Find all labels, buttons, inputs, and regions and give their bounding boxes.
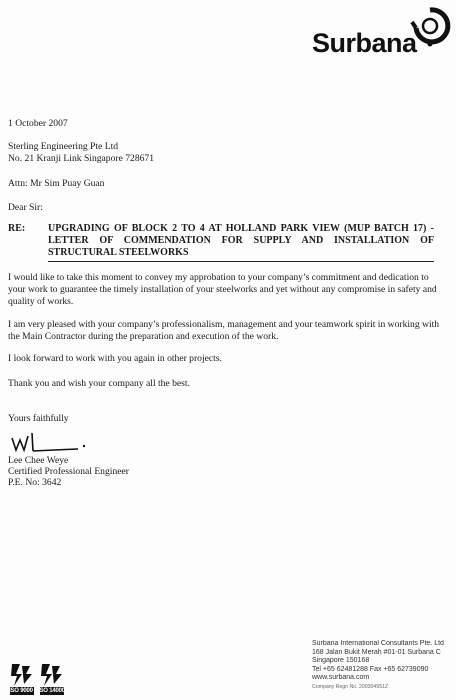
footer-address-2: Singapore 150168 — [312, 657, 370, 665]
signatory-pe-number: P.E. No: 3642 — [8, 477, 62, 488]
company-footer — [312, 640, 456, 692]
signatory-title: Certified Professional Engineer — [8, 466, 129, 477]
recipient-address: No. 21 Kranji Link Singapore 728671 — [8, 153, 155, 164]
letter-date: 1 October 2007 — [8, 118, 68, 129]
swirl-ring-icon — [408, 4, 452, 48]
closing: Yours faithfully — [8, 413, 69, 424]
iso-14000-label: ISO 14000 — [38, 688, 65, 694]
signatory-name: Lee Chee Weye — [8, 455, 69, 466]
body-paragraph-2: I am very pleased with your company’s professionalism, management and your teamwork spirit in working with the Main Contractor during the preparation and execution of the work. — [8, 319, 440, 342]
recipient-company: Sterling Engineering Pte Ltd — [8, 141, 119, 152]
footer-registration: Company Regn No. 200304951Z — [312, 683, 389, 690]
footer-company: Surbana International Consultants Pte. Ltd — [312, 640, 444, 647]
footer-address-1: 168 Jalan Bukit Merah #01-01 Surbana C — [312, 648, 441, 656]
footer-website: www.surbana.com — [312, 674, 370, 682]
iso-9000-label: ISO 9000 — [9, 688, 33, 694]
handwritten-signature — [8, 430, 88, 454]
subject-underline — [48, 261, 434, 262]
surbana-logo — [312, 4, 456, 64]
attention-line: Attn: Mr Sim Puay Guan — [8, 178, 105, 189]
subject-line: UPGRADING OF BLOCK 2 TO 4 AT HOLLAND PARK VIEW (MUP BATCH 17) -LETTER OF COMMENDATION FOR SUPPLY AND INSTALLATION OF STRUCTURAL STEELWORKS — [48, 223, 434, 258]
footer-phone-fax: Tel +65 62481288 Fax +65 62739090 — [312, 665, 429, 673]
body-paragraph-3: I look forward to work with you again in other projects. — [8, 353, 222, 364]
salutation: Dear Sir: — [8, 202, 43, 213]
body-paragraph-4: Thank you and wish your company all the best. — [8, 378, 190, 389]
body-paragraph-1: I would like to take this moment to convey my approbation to your company’s commitment and dedication to your work to guarantee the timely installation of your steelworks and yet without any compromise in safety and quality of works. — [8, 272, 437, 307]
re-label: RE: — [8, 223, 26, 234]
logo-wordmark: Surbana — [312, 28, 417, 58]
